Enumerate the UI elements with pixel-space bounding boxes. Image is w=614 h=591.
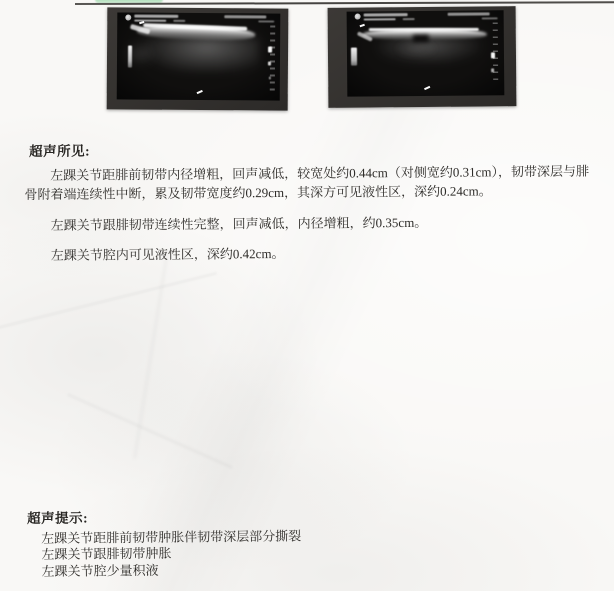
depth-scale — [270, 26, 275, 91]
machine-header-text — [134, 19, 166, 21]
impression-line-2: 左踝关节跟腓韧带肿胀 — [41, 545, 172, 562]
scale-marker-dot — [268, 46, 272, 52]
machine-header-text — [173, 19, 185, 21]
tgc-marker-bar — [351, 48, 357, 66]
ultrasound-image-left — [107, 7, 289, 110]
ge-logo-icon — [355, 14, 361, 20]
machine-datetime-text — [224, 15, 266, 18]
ultrasound-image-right — [328, 6, 517, 108]
machine-header-text — [403, 18, 415, 20]
machine-datetime-text — [448, 12, 490, 15]
paper-crease — [134, 251, 169, 459]
findings-paragraph-3: 左踝关节腔内可见液性区，深约0.42cm。 — [50, 245, 285, 263]
scale-marker-dot — [268, 61, 271, 65]
machine-header-text — [364, 13, 408, 16]
findings-section — [24, 138, 593, 277]
caliper-marker — [424, 85, 430, 90]
machine-settings-text — [482, 17, 498, 19]
ge-logo-icon — [125, 14, 131, 20]
paper-crease — [0, 272, 217, 329]
caliper-marker — [196, 90, 202, 95]
echo-texture — [143, 37, 259, 74]
impression-title: 超声提示: — [27, 510, 89, 526]
machine-header-text — [134, 15, 178, 18]
impression-line-1: 左踝关节距腓前韧带肿胀伴韧带深层部分撕裂 — [41, 527, 302, 546]
caliper-marker — [360, 24, 365, 27]
echogenic-band-edge — [369, 28, 479, 31]
scale-marker-dot — [491, 68, 494, 72]
ultrasound-screen — [117, 12, 281, 100]
scale-marker-dot — [491, 52, 495, 58]
machine-settings-text — [258, 20, 274, 22]
ultrasound-screen — [347, 10, 505, 96]
machine-header-text — [364, 18, 396, 20]
impression-line-3: 左踝关节腔少量积液 — [41, 562, 159, 579]
impression-section — [27, 508, 302, 580]
paper-crease — [67, 393, 232, 468]
hypoechoic-notch — [413, 35, 429, 42]
scale-marker-dot — [268, 76, 271, 79]
tgc-marker-bar — [128, 46, 132, 68]
findings-paragraph-1: 左踝关节距腓前韧带内径增粗，回声减低，较宽处约0.44cm（对侧宽约0.31cm），韧带深层与腓骨附着端连续性中断，累及韧带宽度约0.29cm，其深方可见液性区，深约0.24cm。 — [24, 163, 590, 202]
echo-texture — [393, 41, 439, 57]
findings-paragraph-2: 左踝关节跟腓韧带连续性完整，回声减低，内径增粗，约0.35cm。 — [50, 214, 428, 233]
findings-title: 超声所见: — [29, 143, 91, 159]
